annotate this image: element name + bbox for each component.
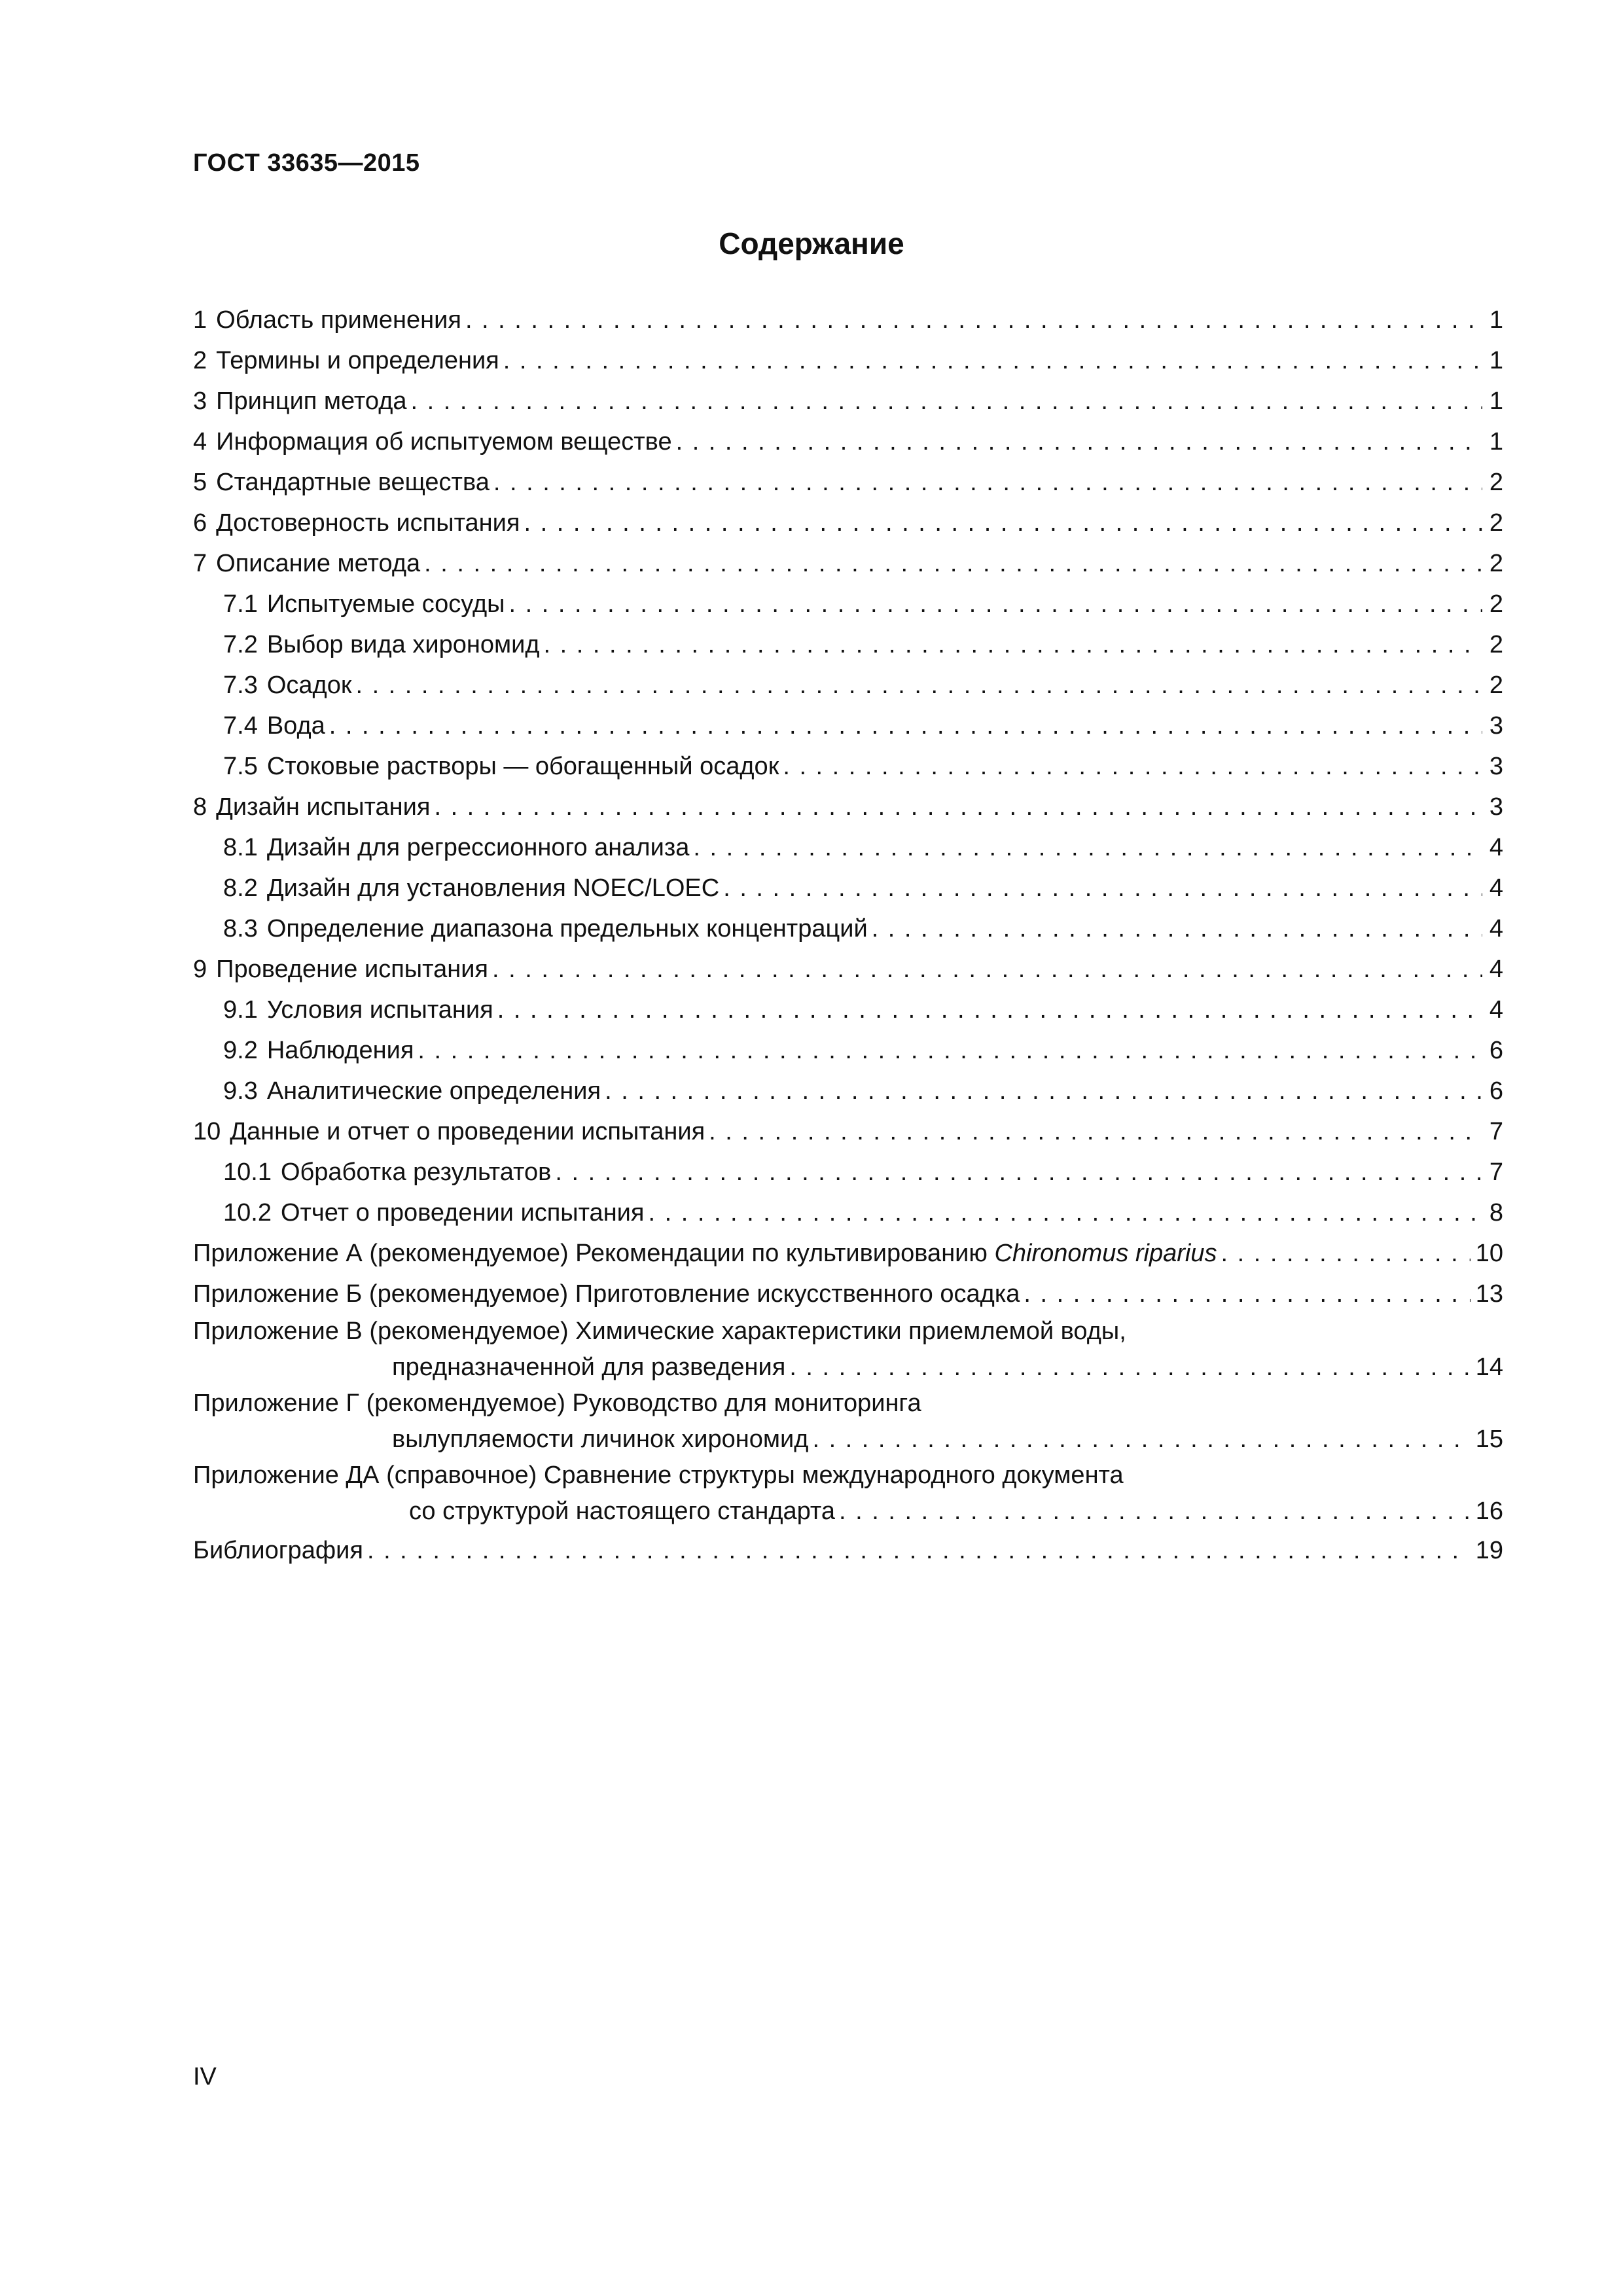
toc-entry[interactable] xyxy=(193,422,1503,462)
doc-code: ГОСТ 33635—2015 xyxy=(193,149,420,177)
toc-leader-dots xyxy=(783,746,1482,787)
toc-entry-number: 8.1 xyxy=(223,834,258,861)
toc-annex-v[interactable] xyxy=(193,1314,1503,1386)
toc-entry[interactable] xyxy=(193,624,1503,665)
toc-entry-page: 13 xyxy=(1475,1280,1503,1308)
toc-entry-number: 7.2 xyxy=(223,631,258,658)
toc-entry-number: 7.1 xyxy=(223,590,258,618)
toc-entry-page: 8 xyxy=(1489,1199,1503,1227)
toc-entry-number: 1 xyxy=(193,306,207,334)
toc-entry-number: 4 xyxy=(193,428,207,456)
toc-entry[interactable] xyxy=(193,300,1503,340)
toc-entry-number: 7 xyxy=(193,550,207,577)
toc-entry-number: 9 xyxy=(193,956,207,983)
toc-entry[interactable] xyxy=(193,787,1503,827)
toc-entry-number: 6 xyxy=(193,509,207,537)
toc-entry-page: 7 xyxy=(1489,1118,1503,1145)
toc-entry-number: 7.4 xyxy=(223,712,258,740)
table-of-contents xyxy=(193,300,1503,1571)
toc-entry-text: Описание метода xyxy=(216,550,421,577)
annex-a-text: Приложение А (рекомендуемое) Рекомендации по культивированию xyxy=(193,1240,995,1267)
toc-entry-number: 8 xyxy=(193,793,207,821)
toc-entry-page: 2 xyxy=(1489,509,1503,537)
toc-entry[interactable] xyxy=(193,1030,1503,1071)
toc-entry-text: Отчет о проведении испытания xyxy=(280,1199,645,1227)
toc-entry-text: Стандартные вещества xyxy=(216,469,490,496)
toc-entry[interactable] xyxy=(193,1111,1503,1152)
page-number: IV xyxy=(193,2063,217,2090)
toc-entry[interactable] xyxy=(193,340,1503,381)
toc-entry-text: Выбор вида хирономид xyxy=(266,631,540,658)
toc-entry-line-2: вылупляемости личинок хирономид xyxy=(392,1426,809,1453)
toc-entry-page: 4 xyxy=(1489,874,1503,902)
toc-entry-text: Приложение Б (рекомендуемое) Приготовление искусственного осадка xyxy=(193,1280,1020,1308)
annex-a-species: Chironomus riparius xyxy=(994,1240,1217,1267)
toc-annex-g[interactable] xyxy=(193,1386,1503,1458)
toc-entry-page: 16 xyxy=(1475,1498,1503,1525)
toc-entry[interactable] xyxy=(193,462,1503,503)
toc-entry-page: 4 xyxy=(1489,996,1503,1024)
toc-entry-text: Данные и отчет о проведении испытания xyxy=(230,1118,705,1145)
toc-entry-text: Область применения xyxy=(216,306,461,334)
toc-leader-dots xyxy=(839,1492,1471,1530)
toc-annex-b[interactable] xyxy=(193,1274,1503,1314)
toc-entry-text: Наблюдения xyxy=(266,1037,414,1064)
toc-leader-dots xyxy=(329,706,1482,746)
toc-leader-dots xyxy=(709,1111,1482,1152)
toc-entry-text: Аналитические определения xyxy=(266,1077,601,1105)
toc-entry-page: 19 xyxy=(1475,1537,1503,1564)
toc-entry-page: 14 xyxy=(1475,1354,1503,1381)
toc-leader-dots xyxy=(693,827,1482,868)
toc-entry-text: Условия испытания xyxy=(266,996,493,1024)
toc-leader-dots xyxy=(411,381,1482,422)
toc-leader-dots xyxy=(872,908,1482,949)
toc-entry-page: 1 xyxy=(1489,306,1503,334)
toc-leader-dots xyxy=(367,1530,1471,1571)
toc-bibliography[interactable] xyxy=(193,1530,1503,1571)
toc-entry-page: 10 xyxy=(1475,1240,1503,1267)
toc-entry[interactable] xyxy=(193,584,1503,624)
toc-entry-page: 1 xyxy=(1489,428,1503,456)
toc-leader-dots xyxy=(492,949,1482,990)
toc-entry[interactable] xyxy=(193,381,1503,422)
toc-entry-text: Библиография xyxy=(193,1537,363,1564)
toc-entry[interactable] xyxy=(193,706,1503,746)
toc-leader-dots xyxy=(1024,1274,1470,1314)
toc-leader-dots xyxy=(503,340,1482,381)
toc-entry-number: 3 xyxy=(193,387,207,415)
toc-entry-number: 9.2 xyxy=(223,1037,258,1064)
toc-entry-text: Принцип метода xyxy=(216,387,407,415)
toc-entry-page: 15 xyxy=(1475,1426,1503,1453)
toc-entry-text xyxy=(193,1233,1217,1274)
toc-entry-number: 9.3 xyxy=(223,1077,258,1105)
toc-leader-dots xyxy=(676,422,1482,462)
toc-entry-text: Определение диапазона предельных концентраций xyxy=(266,915,868,942)
toc-leader-dots xyxy=(508,584,1482,624)
toc-leader-dots xyxy=(555,1152,1482,1193)
toc-entry[interactable] xyxy=(193,990,1503,1030)
toc-entry-line-2: со структурой настоящего стандарта xyxy=(409,1498,836,1525)
toc-entry-page: 4 xyxy=(1489,956,1503,983)
toc-entry-number: 10.2 xyxy=(223,1199,272,1227)
toc-entry-page: 4 xyxy=(1489,915,1503,942)
toc-entry-page: 7 xyxy=(1489,1158,1503,1186)
toc-entry-text: Вода xyxy=(266,712,325,740)
toc-entry-text: Информация об испытуемом веществе xyxy=(216,428,672,456)
toc-entry[interactable] xyxy=(193,665,1503,706)
toc-entry[interactable] xyxy=(193,1152,1503,1193)
toc-leader-dots xyxy=(465,300,1482,340)
toc-leader-dots xyxy=(1221,1233,1470,1274)
toc-entry-line-1: Приложение Г (рекомендуемое) Руководство для мониторинга xyxy=(193,1390,921,1417)
toc-entry-text: Проведение испытания xyxy=(216,956,489,983)
toc-title: Содержание xyxy=(719,226,904,260)
toc-entry-number: 8.2 xyxy=(223,874,258,902)
toc-entry-page: 1 xyxy=(1489,347,1503,374)
toc-entry-text: Осадок xyxy=(266,672,352,699)
toc-entry-text: Дизайн для установления NOEC/LOEC xyxy=(266,874,720,902)
toc-leader-dots xyxy=(524,503,1482,543)
toc-leader-dots xyxy=(355,665,1482,706)
toc-entry[interactable] xyxy=(193,746,1503,787)
toc-entry-line-2: предназначенной для разведения xyxy=(392,1354,786,1381)
toc-entry-number: 2 xyxy=(193,347,207,374)
toc-entry[interactable] xyxy=(193,949,1503,990)
toc-entry-text: Дизайн для регрессионного анализа xyxy=(266,834,690,861)
toc-entry-number: 10 xyxy=(193,1118,221,1145)
toc-entry-text: Достоверность испытания xyxy=(216,509,520,537)
toc-leader-dots xyxy=(605,1071,1482,1111)
toc-annex-a[interactable] xyxy=(193,1233,1503,1274)
toc-entry-text: Обработка результатов xyxy=(280,1158,552,1186)
toc-entry[interactable] xyxy=(193,1193,1503,1233)
toc-entry[interactable] xyxy=(193,868,1503,908)
toc-entry-page: 2 xyxy=(1489,631,1503,658)
toc-entry-page: 2 xyxy=(1489,672,1503,699)
toc-entry[interactable] xyxy=(193,1071,1503,1111)
toc-entry-number: 7.3 xyxy=(223,672,258,699)
toc-leader-dots xyxy=(497,990,1482,1030)
toc-entry-page: 6 xyxy=(1489,1077,1503,1105)
toc-leader-dots xyxy=(493,462,1482,503)
toc-leader-dots xyxy=(648,1193,1482,1233)
toc-leader-dots xyxy=(418,1030,1482,1071)
toc-entry[interactable] xyxy=(193,503,1503,543)
toc-entry-page: 3 xyxy=(1489,793,1503,821)
toc-leader-dots xyxy=(723,868,1482,908)
toc-entry-page: 3 xyxy=(1489,712,1503,740)
toc-leader-dots xyxy=(544,624,1483,665)
toc-entry[interactable] xyxy=(193,827,1503,868)
toc-entry-text: Термины и определения xyxy=(216,347,499,374)
toc-entry-line-1: Приложение ДА (справочное) Сравнение структуры международного документа xyxy=(193,1462,1124,1489)
toc-entry[interactable] xyxy=(193,543,1503,584)
toc-entry-number: 5 xyxy=(193,469,207,496)
toc-annex-da[interactable] xyxy=(193,1458,1503,1530)
toc-entry-number: 7.5 xyxy=(223,753,258,780)
toc-entry-text: Испытуемые сосуды xyxy=(266,590,505,618)
toc-entry-text: Стоковые растворы — обогащенный осадок xyxy=(266,753,779,780)
toc-leader-dots xyxy=(424,543,1482,584)
toc-entry-page: 2 xyxy=(1489,590,1503,618)
toc-leader-dots xyxy=(789,1348,1470,1386)
toc-entry-number: 10.1 xyxy=(223,1158,272,1186)
toc-entry-page: 2 xyxy=(1489,469,1503,496)
toc-entry-line-1: Приложение В (рекомендуемое) Химические характеристики приемлемой воды, xyxy=(193,1318,1126,1345)
toc-entry-page: 6 xyxy=(1489,1037,1503,1064)
toc-entry-text: Дизайн испытания xyxy=(216,793,431,821)
toc-entry-page: 2 xyxy=(1489,550,1503,577)
toc-entry[interactable] xyxy=(193,908,1503,949)
toc-entry-number: 8.3 xyxy=(223,915,258,942)
toc-entry-page: 4 xyxy=(1489,834,1503,861)
toc-entry-page: 3 xyxy=(1489,753,1503,780)
toc-leader-dots xyxy=(812,1420,1470,1458)
toc-entry-number: 9.1 xyxy=(223,996,258,1024)
toc-leader-dots xyxy=(434,787,1482,827)
toc-entry-page: 1 xyxy=(1489,387,1503,415)
